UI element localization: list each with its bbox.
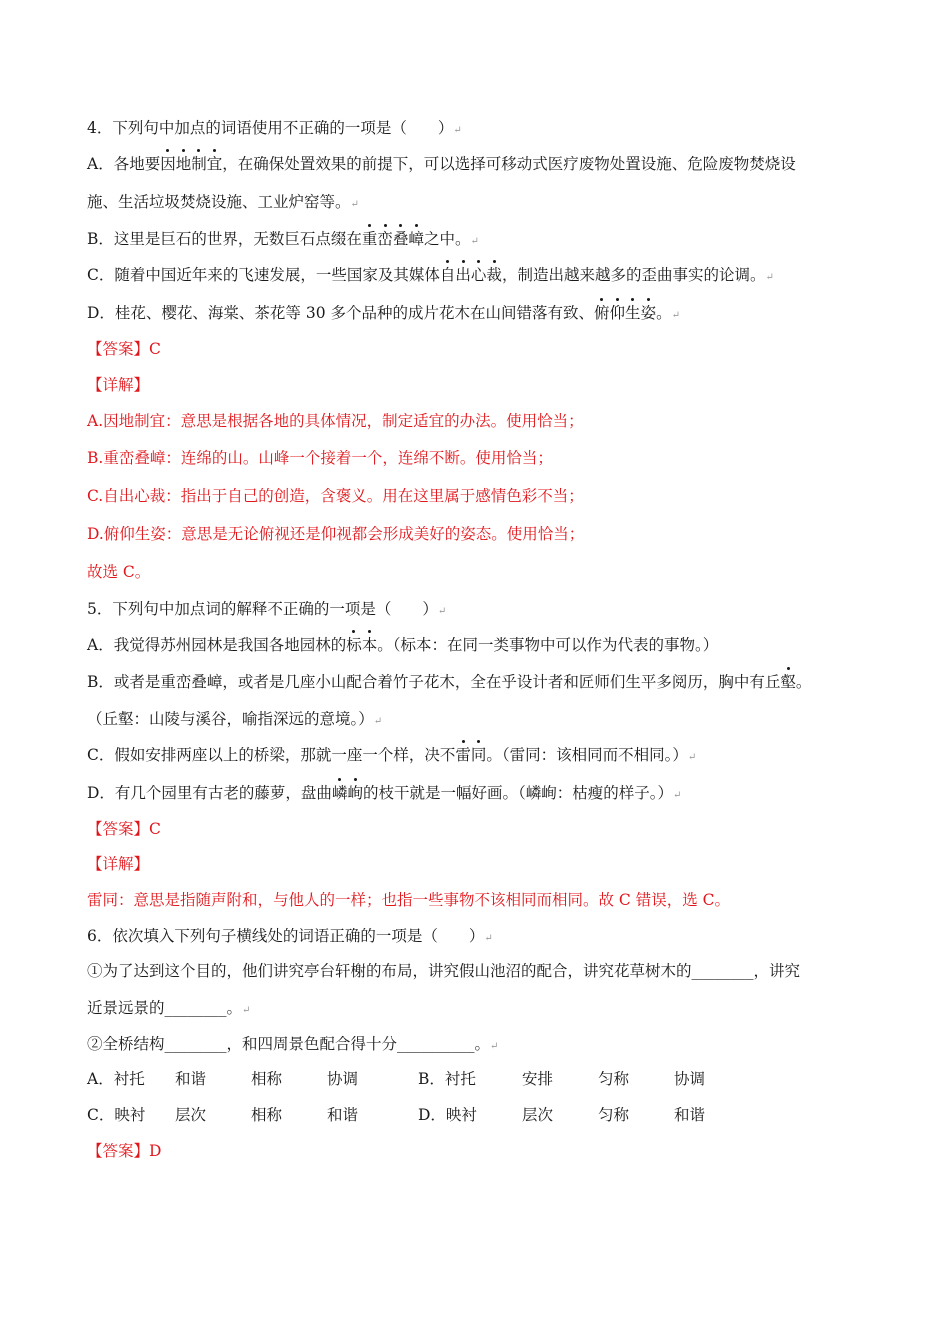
q6-option-b-4: 协调 [674,1070,706,1088]
q5-answer: 【答案】C [87,820,161,838]
q4-conclusion: 故选 C。 [87,563,151,581]
q6-option-b-1: B．衬托 [418,1070,476,1088]
q6-option-a-4: 协调 [327,1070,359,1088]
q4-answer: 【答案】C [87,340,161,358]
q5-detail: 雷同：意思是指随声附和，与他人的一样；也指一些事物不该相同而相同。故 C 错误，选 C。 [87,891,731,909]
q6-option-c-3: 相称 [251,1106,283,1124]
q4-option-b: B．这里是巨石的世界，无数巨石点缀在重峦叠嶂之中。↵ [87,230,479,248]
q5-option-b: B．或者是重峦叠嶂，或者是几座小山配合着竹子花木，全在乎设计者和匠师们生平多阅历，胸中有丘壑。 [87,673,812,691]
q5-stem: 5．下列句中加点词的解释不正确的一项是（ ）↵ [87,600,447,618]
q6-sentence-2: ②全桥结构________，和四周景色配合得十分__________。↵ [87,1035,499,1053]
q6-option-c-2: 层次 [175,1106,207,1124]
q6-option-d-3: 匀称 [598,1106,630,1124]
q5-option-b-cont: （丘壑：山陵与溪谷，喻指深远的意境。）↵ [87,710,383,728]
q4-detail-d: D.俯仰生姿：意思是无论俯视还是仰视都会形成美好的姿态。使用恰当； [87,525,585,543]
q4-option-d: D．桂花、樱花、海棠、茶花等 30 多个品种的成片花木在山间错落有致、俯仰生姿。↵ [87,304,680,322]
q4-option-a-cont: 施、生活垃圾焚烧设施、工业炉窑等。↵ [87,193,359,211]
q4-stem: 4．下列句中加点的词语使用不正确的一项是（ ）↵ [87,119,462,137]
q4-detail-tag: 【详解】 [87,376,150,394]
q4-detail-c: C.自出心裁：指出于自己的创造，含褒义。用在这里属于感情色彩不当； [87,487,584,505]
q6-stem: 6．依次填入下列句子横线处的词语正确的一项是（ ）↵ [87,927,493,945]
q6-option-d-1: D．映衬 [418,1106,477,1124]
q6-sentence-1: ①为了达到这个目的，他们讲究亭台轩榭的布局，讲究假山池沼的配合，讲究花草树木的________，讲究 [87,962,801,980]
q6-answer: 【答案】D [87,1142,162,1160]
q6-option-d-2: 层次 [522,1106,554,1124]
q6-option-a-3: 相称 [251,1070,283,1088]
q6-option-d-4: 和谐 [674,1106,706,1124]
q6-option-b-2: 安排 [522,1070,554,1088]
q6-options-cd [87,1104,877,1126]
q5-option-d: D．有几个园里有古老的藤萝，盘曲嶙峋的枝干就是一幅好画。（嶙峋：枯瘦的样子。）↵ [87,784,682,802]
q4-option-c: C．随着中国近年来的飞速发展，一些国家及其媒体自出心裁，制造出越来越多的歪曲事实的论调。↵ [87,266,774,284]
q4-detail-a: A.因地制宜：意思是根据各地的具体情况，制定适宜的办法。使用恰当； [87,412,584,430]
q4-option-a: A．各地要因地制宜，在确保处置效果的前提下，可以选择可移动式医疗废物处置设施、危险废物焚烧设 [87,155,796,173]
q6-option-c-4: 和谐 [327,1106,359,1124]
q5-detail-tag: 【详解】 [87,855,150,873]
q6-options-ab [87,1068,877,1090]
q6-option-a-1: A．衬托 [87,1070,145,1088]
q6-option-a-2: 和谐 [175,1070,207,1088]
q4-detail-b: B.重峦叠嶂：连绵的山。山峰一个接着一个，连绵不断。使用恰当； [87,449,553,467]
q6-sentence-1-cont: 近景远景的________。↵ [87,999,251,1017]
q5-option-c: C．假如安排两座以上的桥梁，那就一座一个样，决不雷同。（雷同：该相同而不相同。）↵ [87,746,697,764]
q5-option-a: A．我觉得苏州园林是我国各地园林的标本。（标本：在同一类事物中可以作为代表的事物。） [87,636,719,654]
q6-option-b-3: 匀称 [598,1070,630,1088]
q6-option-c-1: C．映衬 [87,1106,146,1124]
